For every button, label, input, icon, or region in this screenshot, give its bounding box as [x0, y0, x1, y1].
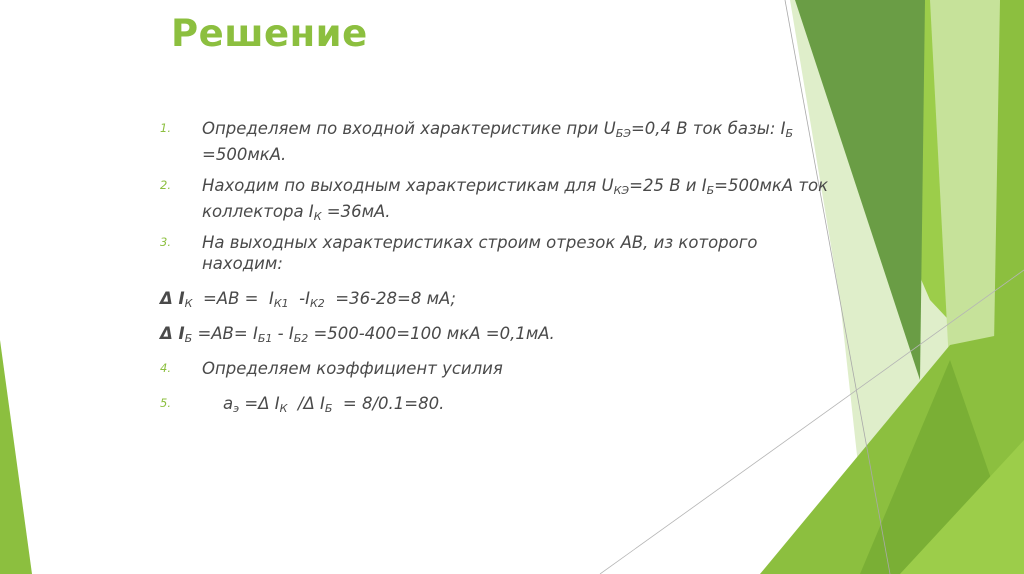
left-green-strip — [0, 340, 32, 574]
list-item-text: Определяем коэффициент усилия — [202, 359, 503, 378]
list-item-text: Определяем по входной характеристике при $U_{БЭ}=0,4$ В ток базы: $I_Б$ =500мкА. — [202, 119, 794, 164]
list-marker: 2. — [160, 178, 171, 192]
list-item — [160, 232, 860, 274]
slide-title: Решение — [171, 12, 368, 55]
list-marker: 3. — [160, 235, 171, 249]
list-marker: 5. — [160, 396, 171, 410]
list-item-text: Находим по выходным характеристикам для $U_{КЭ}=25$ В и $I_Б=500мкА$ ток коллектора $I_К =36мА$. — [202, 176, 829, 223]
formula-line — [160, 288, 860, 310]
list-item — [160, 118, 860, 164]
list-item-text: На выходных характеристиках строим отрезок АВ, из которого находим: — [202, 233, 758, 273]
list-marker: 1. — [160, 121, 171, 135]
formula-line — [160, 323, 860, 345]
list-marker: 4. — [160, 361, 171, 375]
formula-text: Δ $I_К =АВ = I_{К1}$ $-I_{К2} =36-28=8$ мА; — [160, 289, 456, 310]
list-item-text: $a_э =\Delta$ $I_К$ /Δ $I_Б = 8/0.1=80$. — [202, 394, 445, 415]
list-item — [160, 393, 860, 415]
list-item — [160, 175, 860, 223]
solution-list — [160, 118, 860, 415]
formula-text: Δ $I_Б =АВ= I_{Б1} - I_{Б2} =500-400=100$ мкА =0,1мА. — [160, 324, 555, 345]
list-item — [160, 358, 860, 380]
